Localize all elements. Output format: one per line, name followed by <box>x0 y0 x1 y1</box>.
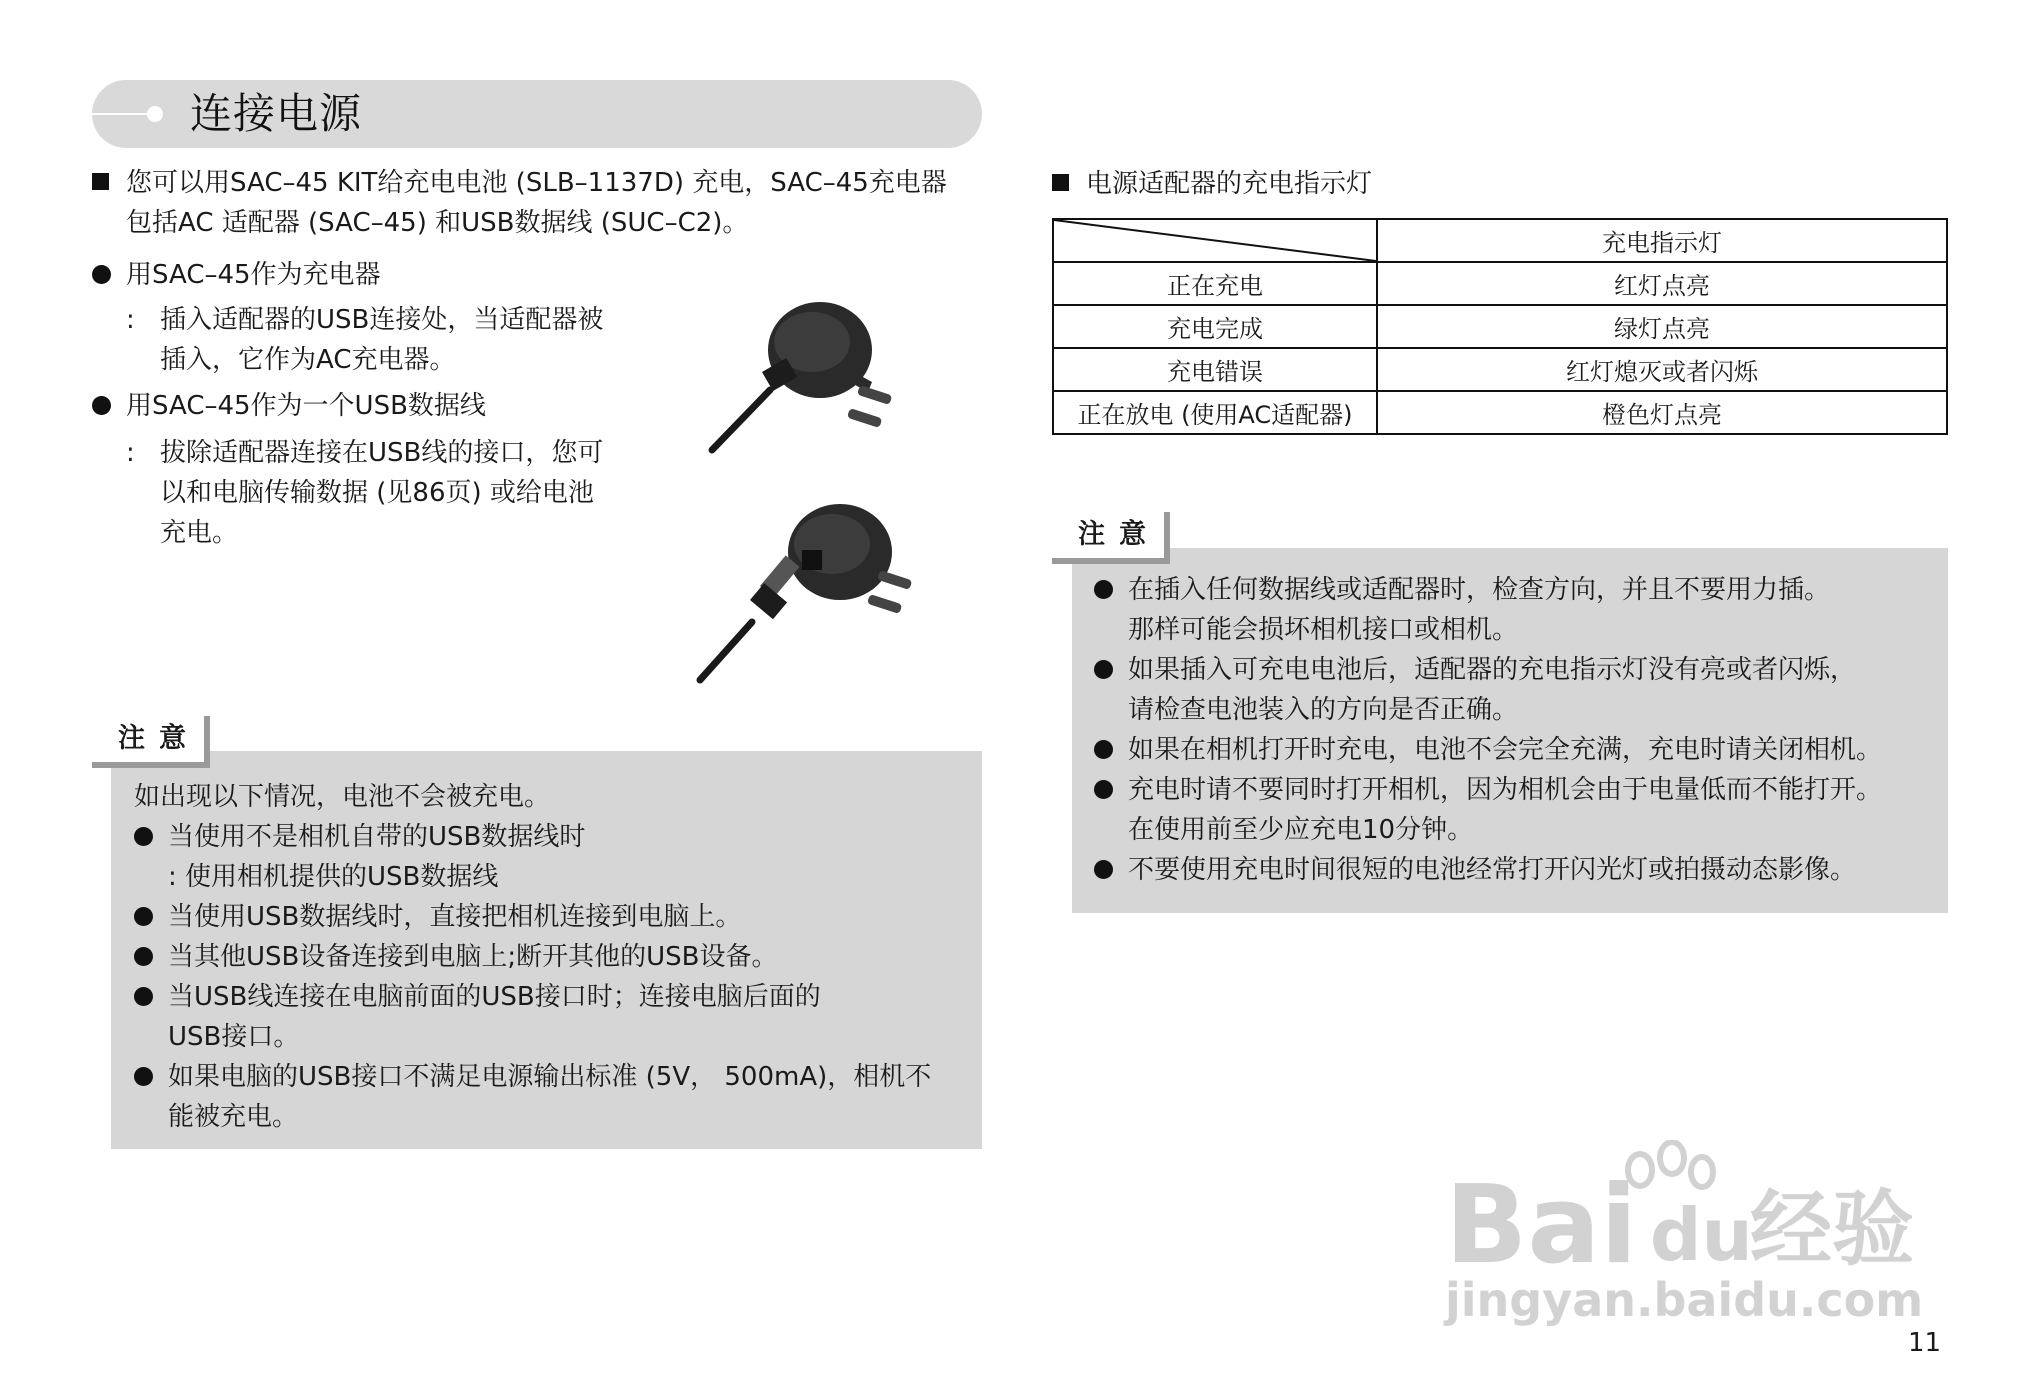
table-row <box>1053 348 1947 391</box>
left-note-item-2: 当使用USB数据线时，直接把相机连接到电脑上。 <box>168 902 742 932</box>
right-note-bullet <box>1094 660 1113 683</box>
title-decor-dot <box>147 106 163 122</box>
usb-desc-3: 充电。 <box>160 518 239 548</box>
usb-desc-2: 以和电脑传输数据 (见86页) 或给电池 <box>160 478 594 508</box>
adapter-with-usb-image <box>700 290 930 460</box>
page-number: 11 <box>1908 1328 1942 1358</box>
intro-line-1: 您可以用SAC–45 KIT给充电电池 (SLB–1137D) 充电，SAC–45充电器 <box>126 168 947 198</box>
charger-bullet <box>92 265 111 288</box>
left-note-bullet <box>134 1067 153 1090</box>
intro-bullet <box>92 173 109 194</box>
usb-heading: 用SAC–45作为一个USB数据线 <box>126 391 486 421</box>
diagonal-divider <box>1054 220 1376 261</box>
charger-desc-1: 插入适配器的USB连接处，当适配器被 <box>160 305 604 335</box>
right-note-item-4-line-2: 在使用前至少应充电10分钟。 <box>1128 815 1474 845</box>
right-note-bullet <box>1094 860 1113 883</box>
right-note-item-2-line-1: 如果插入可充电电池后，适配器的充电指示灯没有亮或者闪烁， <box>1128 655 1857 685</box>
right-note-bullet <box>1094 740 1113 763</box>
usb-desc-1: 拔除适配器连接在USB线的接口，您可 <box>160 438 604 468</box>
charge-indicator-table <box>1052 218 1948 435</box>
left-note-bullet <box>134 947 153 970</box>
right-note-tab: 注意 <box>1052 512 1170 564</box>
left-note-tab: 注意 <box>92 716 210 768</box>
state-cell: 正在放电 (使用AC适配器) <box>1053 391 1377 434</box>
right-note-item-2-line-2: 请检查电池装入的方向是否正确。 <box>1128 695 1519 725</box>
right-note-item-1-line-2: 那样可能会损坏相机接口或相机。 <box>1128 615 1519 645</box>
table-row <box>1053 391 1947 434</box>
table-header-cell: 充电指示灯 <box>1377 219 1947 262</box>
table-corner-cell <box>1053 219 1377 262</box>
light-cell: 红灯点亮 <box>1377 262 1947 305</box>
table-row <box>1053 305 1947 348</box>
usb-bullet <box>92 396 111 419</box>
left-note-item-5-line-1: 如果电脑的USB接口不满足电源输出标准 (5V， 500mA)，相机不 <box>168 1062 932 1092</box>
left-note-item-4-line-2: USB接口。 <box>168 1022 300 1052</box>
table-row <box>1053 262 1947 305</box>
charger-colon: : <box>126 305 135 335</box>
state-cell: 正在充电 <box>1053 262 1377 305</box>
intro-line-2: 包括AC 适配器 (SAC–45) 和USB数据线 (SUC–C2)。 <box>126 208 749 238</box>
page-title: 连接电源 <box>190 89 363 138</box>
state-cell: 充电完成 <box>1053 305 1377 348</box>
light-cell: 红灯熄灭或者闪烁 <box>1377 348 1947 391</box>
left-note-item-1-line-1: 当使用不是相机自带的USB数据线时 <box>168 822 586 852</box>
left-note-item-1-line-2: : 使用相机提供的USB数据线 <box>168 862 499 892</box>
table-heading: 电源适配器的充电指示灯 <box>1086 169 1373 199</box>
light-cell: 橙色灯点亮 <box>1377 391 1947 434</box>
adapter-unplugged-usb-image <box>690 490 920 690</box>
left-note-item-3: 当其他USB设备连接到电脑上;断开其他的USB设备。 <box>168 942 778 972</box>
left-note-intro: 如出现以下情况，电池不会被充电。 <box>134 782 551 812</box>
left-note-bullet <box>134 907 153 930</box>
table-header-row <box>1053 219 1947 262</box>
right-note-item-1-line-1: 在插入任何数据线或适配器时，检查方向，并且不要用力插。 <box>1128 575 1831 605</box>
right-note-bullet <box>1094 780 1113 803</box>
left-note-bullet <box>134 987 153 1010</box>
left-note-item-4-line-1: 当USB线连接在电脑前面的USB接口时；连接电脑后面的 <box>168 982 821 1012</box>
charger-desc-2: 插入，它作为AC充电器。 <box>160 345 456 375</box>
right-note-item-3: 如果在相机打开时充电，电池不会完全充满，充电时请关闭相机。 <box>1128 735 1883 765</box>
watermark-brand-tail: du <box>1650 1193 1753 1277</box>
right-note-item-5: 不要使用充电时间很短的电池经常打开闪光灯或拍摄动态影像。 <box>1128 855 1857 885</box>
state-cell: 充电错误 <box>1053 348 1377 391</box>
baidu-watermark <box>1445 1140 1924 1340</box>
light-cell: 绿灯点亮 <box>1377 305 1947 348</box>
watermark-brand: Bai <box>1445 1163 1638 1288</box>
usb-colon: : <box>126 438 135 468</box>
charger-heading: 用SAC–45作为充电器 <box>126 260 381 290</box>
right-note-item-4-line-1: 充电时请不要同时打开相机，因为相机会由于电量低而不能打开。 <box>1128 775 1883 805</box>
table-heading-bullet <box>1052 174 1069 195</box>
left-note-bullet <box>134 827 153 850</box>
watermark-cn: 经验 <box>1750 1182 1915 1277</box>
right-note-bullet <box>1094 580 1113 603</box>
left-note-item-5-line-2: 能被充电。 <box>168 1102 299 1132</box>
title-decor-line <box>92 113 152 115</box>
watermark-url: jingyan.baidu.com <box>1445 1273 1924 1327</box>
